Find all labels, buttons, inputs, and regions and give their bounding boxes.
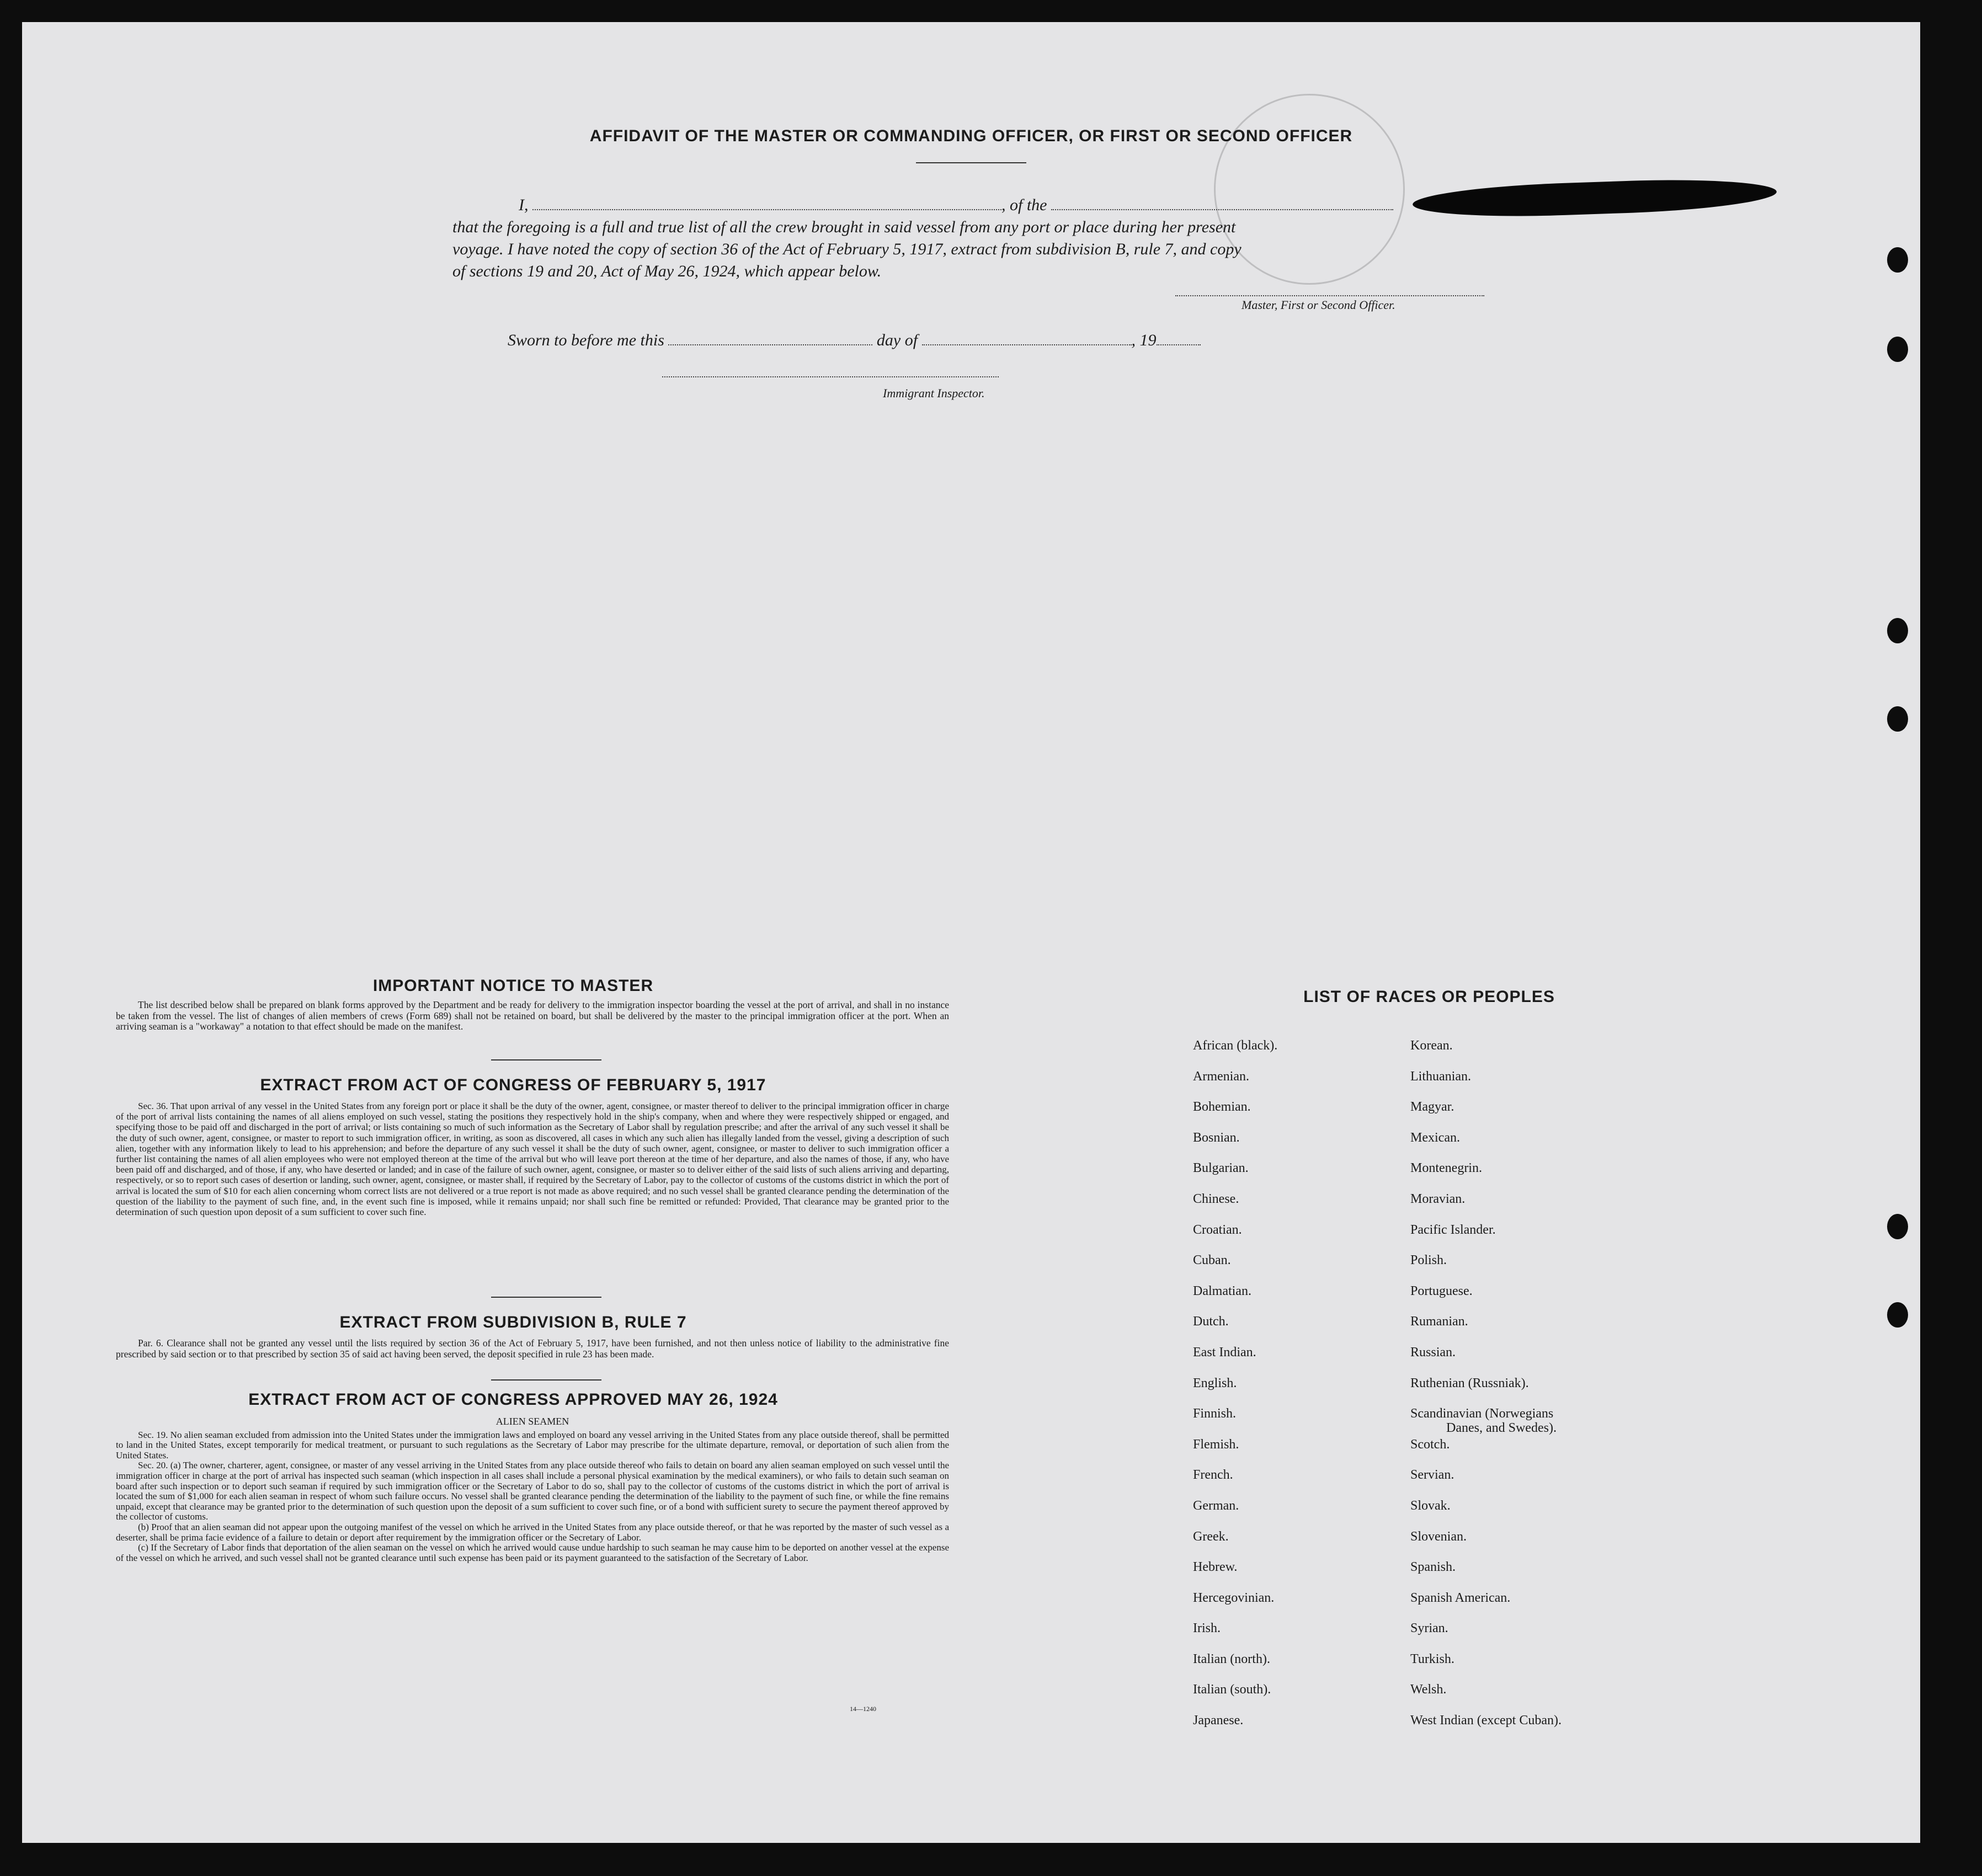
sec-20a-text: Sec. 20. (a) The owner, charterer, agent, consignee, or master of any vessel arriving in the United States from any place outside thereof who fails to detain on board any alien seaman employed on such vessel until the immigration officer in charge at the port of arrival has inspected such seaman (which inspection in all cases shall include a personal physical examination by the medical examiners), or who fails to detain such seaman on board after such inspection or to deport such seaman if required by such immigration officer or the Secretary of Labor to do so, shall pay to the collector of customs of the customs district in which the port of arrival is located the sum of $1,000 for each alien seaman in respect of whom such failure occurs. No vessel shall be granted clearance pending the determination of the liability to the payment of such fine, or while the fine remains unpaid, except that clearance may be granted prior to the determination of such question upon the deposit of a sum sufficient to cover such fine, or of a bond with sufficient surety to secure the payment thereof approved by the collector of customs. [116,1460,949,1522]
race-item: Slovak. [1410,1498,1451,1513]
race-item: Cuban. [1193,1253,1231,1268]
race-item: English. [1193,1376,1237,1390]
race-item: Slovenian. [1410,1529,1467,1544]
affidavit-of-the: , of the [1001,196,1047,214]
race-item: Armenian. [1193,1069,1249,1084]
divider [491,1059,601,1060]
redaction-mark [1412,176,1777,221]
race-item: Moravian. [1410,1191,1466,1206]
race-item: African (black). [1193,1038,1278,1053]
race-item: Korean. [1410,1038,1453,1053]
form-number: 14—1240 [850,1705,876,1713]
race-item: Bulgarian. [1193,1161,1249,1176]
race-item: Dalmatian. [1193,1283,1251,1298]
punch-hole [1887,706,1908,732]
alien-seamen-heading: ALIEN SEAMEN [496,1416,569,1427]
notice-title: IMPORTANT NOTICE TO MASTER [372,977,654,995]
races-left-column [1193,1038,1277,1744]
sworn-day: day of [876,331,918,349]
extract-1917-title: EXTRACT FROM ACT OF CONGRESS OF FEBRUARY 5, 1917 [260,1076,766,1094]
sworn-year: , 19 [1131,331,1157,349]
race-item: Polish. [1410,1253,1447,1268]
race-item: Montenegrin. [1410,1161,1482,1176]
document-sheet [22,22,1920,1843]
race-item: Mexican. [1410,1130,1460,1145]
races-right-column [1410,1038,1562,1744]
race-item: French. [1193,1468,1233,1483]
race-item-line: Danes, and Swedes). [1446,1421,1557,1436]
sec-20b-text: (b) Proof that an alien seaman did not appear upon the outgoing manifest of the vessel on which he arrived in the United States from any place outside thereof, or that he was reported by the master of such vessel as a deserter, shall be prima facie evidence of a failure to detain or deport after requirement by the immigration officer or the Secretary of Labor. [116,1521,949,1543]
affidavit-title: AFFIDAVIT OF THE MASTER OR COMMANDING OFFICER, OR FIRST OR SECOND OFFICER [589,127,1353,145]
race-item: Flemish. [1193,1437,1239,1452]
affidavit-line-4: of sections 19 and 20, Act of May 26, 1924, which appear below. [452,262,882,280]
race-item: Greek. [1193,1529,1229,1544]
race-item: Servian. [1410,1468,1454,1483]
race-item: Italian (north). [1193,1651,1270,1666]
race-item: Hebrew. [1193,1560,1238,1575]
race-item: Chinese. [1193,1191,1239,1206]
races-title: LIST OF RACES OR PEOPLES [1303,988,1555,1006]
race-item: Syrian. [1410,1621,1448,1636]
inspector-label: Immigrant Inspector. [883,386,985,400]
race-item: Turkish. [1410,1651,1454,1666]
affidavit-text [452,194,1551,283]
sworn-line [508,331,1201,350]
affidavit-i: I, [519,196,529,214]
race-item: East Indian. [1193,1345,1256,1360]
race-item: Japanese. [1193,1713,1244,1728]
race-item: Italian (south). [1193,1682,1271,1697]
race-item: Magyar. [1410,1100,1454,1115]
race-item [1410,1406,1562,1437]
divider [491,1379,601,1381]
race-item: Rumanian. [1410,1314,1468,1329]
race-item: Portuguese. [1410,1283,1473,1298]
race-item: Russian. [1410,1345,1456,1360]
sworn-prefix: Sworn to before me this [508,331,664,349]
race-item: Spanish. [1410,1560,1456,1575]
race-item: Ruthenian (Russniak). [1410,1376,1529,1390]
race-item: Croatian. [1193,1222,1242,1237]
race-item: Lithuanian. [1410,1069,1471,1084]
extract-1924-body [116,1415,949,1563]
extract-1917-text: Sec. 36. That upon arrival of any vessel in the United States from any foreign port or place it shall be the duty of the owner, agent, consignee, or master thereof to deliver to the principal immigration officer in charge of the port of arrival lists containing the names of all aliens employed on such vessel, stating the positions they respectively hold in the ship's company, when and where they were respectively shipped or engaged, and specifying those to be paid off and discharged in the port of arrival; or lists containing so much of such information as the Secretary of Labor shall by regulation prescribe; and after the arrival of any such vessel it shall be the duty of such owner, agent, consignee, or master to report to such immigration officer, in writing, as soon as discovered, all cases in which any such alien has illegally landed from the vessel, giving a description of such alien, together with any information likely to lead to his apprehension; and before the departure of any such vessel it shall be the duty of such owner, agent, consignee, or master to deliver to such immigration officer a further list containing the names of all alien employees who were not employed thereon at the time of the arrival but who will leave port thereon at the time of her departure, and also the names of those, if any, who have been paid off and discharged, and of those, if any, who have deserted or landed; and in case of the failure of such owner, agent, consignee, or master so to deliver either of the said lists of such aliens arriving and departing, respectively, or so to report such cases of desertion or landing, such owner, agent, consignee, or master shall, if required by the Secretary of Labor, pay to the collector of customs of the customs district in which the port of arrival is located the sum of $10 for each alien concerning whom correct lists are not delivered or a true report is not made as above required; and no such vessel shall be granted clearance pending the determination of the question of the liability to the payment of such fine, and, in the event such fine is imposed, while it remains unpaid; nor shall such fine be remitted or refunded: Provided, That clearance may be granted prior to the determination of such question upon deposit of a sum sufficient to cover such fine. [116,1101,949,1218]
race-item-line: Scandinavian (Norwegians [1410,1406,1554,1421]
extract-rule7-title: EXTRACT FROM SUBDIVISION B, RULE 7 [339,1313,687,1331]
punch-hole [1887,1214,1908,1239]
punch-hole [1887,618,1908,643]
race-item: Spanish American. [1410,1590,1511,1605]
race-item: Finnish. [1193,1406,1237,1421]
race-item: German. [1193,1498,1239,1513]
divider [491,1297,601,1298]
race-item: Dutch. [1193,1314,1229,1329]
sec-19-text: Sec. 19. No alien seaman excluded from admission into the United States under the immigration laws and employed on board any vessel arriving in the United States from any place outside thereof, shall be permitted to land in the United States, except temporarily for medical treatment, or pursuant to such regulations as the Secretary of Labor may prescribe for the ultimate departure, removal, or deportation of such alien from the United States. [116,1429,949,1461]
affidavit-line-2: that the foregoing is a full and true list of all the crew brought in said vessel from any port or place during her present [452,218,1236,236]
race-item: West Indian (except Cuban). [1410,1713,1562,1728]
sec-20c-text: (c) If the Secretary of Labor finds that deportation of the alien seaman on the vessel on which he arrived would cause undue hardship to such seaman he may cause him to be deported on another vessel at the expense of the vessel on which he arrived, and such vessel shall not be granted clearance until such expense has been paid or its payment guaranteed to the satisfaction of the Secretary of Labor. [116,1542,949,1563]
race-item: Irish. [1193,1621,1221,1636]
race-item: Pacific Islander. [1410,1222,1496,1237]
race-item: Bohemian. [1193,1100,1251,1115]
extract-rule7-text: Par. 6. Clearance shall not be granted any vessel until the lists required by section 36 of the Act of February 5, 1917, have been furnished, and not then unless notice of liability to the administrative fine prescribed by said section or to that prescribed by section 35 of said act having been served, the deposit specified in rule 23 has been made. [116,1337,949,1360]
race-item: Bosnian. [1193,1130,1240,1145]
signature-label: Master, First or Second Officer. [1242,298,1395,312]
race-item: Welsh. [1410,1682,1447,1697]
affidavit-line-3: voyage. I have noted the copy of section 36 of the Act of February 5, 1917, extract from subdivision B, rule 7, and copy [452,240,1242,258]
title-underline [916,162,1026,163]
punch-hole [1887,247,1908,273]
race-item: Hercegovinian. [1193,1590,1275,1605]
notice-text: The list described below shall be prepared on blank forms approved by the Department and be ready for delivery to the immigration inspector boarding the vessel at the port of arrival, and shall in no instance be taken from the vessel. The list of changes of alien members of crews (Form 689) shall not be retained on board, but shall be delivered by the master to the principal immigration officer at the port. When an arriving seaman is a "workaway" a notation to that effect should be made on the manifest. [116,999,949,1032]
race-item: Scotch. [1410,1437,1450,1452]
punch-hole [1887,1302,1908,1328]
inspector-signature-line [662,376,999,377]
extract-1924-title: EXTRACT FROM ACT OF CONGRESS APPROVED MAY 26, 1924 [248,1390,778,1409]
signature-line [1175,295,1484,296]
punch-hole [1887,337,1908,362]
